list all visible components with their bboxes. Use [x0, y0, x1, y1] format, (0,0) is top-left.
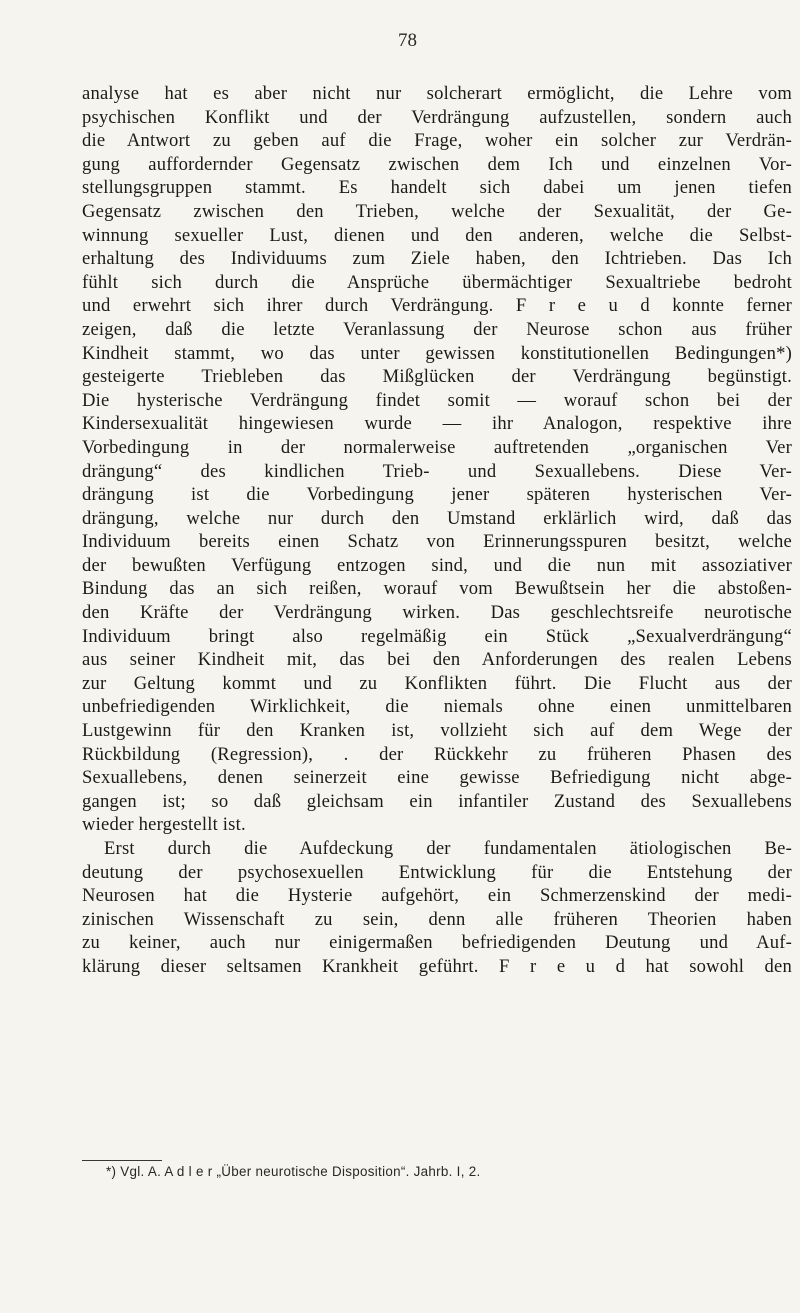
text-line: gesteigerte Triebleben das Mißglücken der Verdrängung begünstigt.: [82, 366, 792, 388]
footnote: *) Vgl. A. A d l e r „Über neurotische Disposition“. Jahrb. I, 2.: [106, 1164, 481, 1179]
text-line: psychischen Konflikt und der Verdrängung aufzustellen, sondern auch: [82, 106, 792, 128]
text-line: fühlt sich durch die Ansprüche übermächtiger Sexualtriebe bedroht: [82, 271, 792, 293]
text-line: deutung der psychosexuellen Entwicklung für die Entstehung der: [82, 861, 792, 883]
text-line: Vorbedingung in der normalerweise auftretenden „organischen Ver: [82, 436, 792, 458]
text-line: Kindheit stammt, wo das unter gewissen konstitutionellen Bedingungen*): [82, 342, 792, 364]
text-line: Die hysterische Verdrängung findet somit — worauf schon bei der: [82, 389, 792, 411]
text-line: aus seiner Kindheit mit, das bei den Anforderungen des realen Lebens: [82, 649, 792, 671]
text-line: die Antwort zu geben auf die Frage, woher ein solcher zur Verdrän-: [82, 130, 792, 152]
text-line: zinischen Wissenschaft zu sein, denn alle früheren Theorien haben: [82, 908, 792, 930]
text-line: Neurosen hat die Hysterie aufgehört, ein Schmerzenskind der medi-: [82, 885, 792, 907]
text-line: winnung sexueller Lust, dienen und den anderen, welche die Selbst-: [82, 224, 792, 246]
page-number: 78: [398, 30, 417, 51]
text-line: Individuum bringt also regelmäßig ein Stück „Sexualverdrängung“: [82, 625, 792, 647]
footnote-divider: [82, 1160, 162, 1161]
text-line: den Kräfte der Verdrängung wirken. Das geschlechtsreife neurotische: [82, 602, 792, 624]
text-line: klärung dieser seltsamen Krankheit geführt. F r e u d hat sowohl den: [82, 955, 792, 977]
text-line: und erwehrt sich ihrer durch Verdrängung. F r e u d konnte ferner: [82, 295, 792, 317]
text-line: gung auffordernder Gegensatz zwischen dem Ich und einzelnen Vor-: [82, 153, 792, 175]
text-line: Lustgewinn für den Kranken ist, vollzieht sich auf dem Wege der: [82, 720, 792, 742]
text-line: Sexuallebens, denen seinerzeit eine gewisse Befriedigung nicht abge-: [82, 767, 792, 789]
text-line: Erst durch die Aufdeckung der fundamentalen ätiologischen Be-: [104, 838, 792, 859]
text-line: Gegensatz zwischen den Trieben, welche der Sexualität, der Ge-: [82, 200, 792, 222]
text-line: erhaltung des Individuums zum Ziele haben, den Ichtrieben. Das Ich: [82, 248, 792, 270]
text-line: gangen ist; so daß gleichsam ein infantiler Zustand des Sexuallebens: [82, 790, 792, 812]
text-line: Individuum bereits einen Schatz von Erinnerungsspuren besitzt, welche: [82, 531, 792, 553]
text-line: drängung“ des kindlichen Trieb- und Sexuallebens. Diese Ver-: [82, 460, 792, 482]
text-line: zu keiner, auch nur einigermaßen befriedigenden Deutung und Auf-: [82, 932, 792, 954]
text-line: Rückbildung (Regression), . der Rückkehr zu früheren Phasen des: [82, 743, 792, 765]
text-line: zur Geltung kommt und zu Konflikten führt. Die Flucht aus der: [82, 672, 792, 694]
text-line: Bindung das an sich reißen, worauf vom Bewußtsein her die abstoßen-: [82, 578, 792, 600]
body-text: [82, 82, 792, 979]
text-line: der bewußten Verfügung entzogen sind, und die nun mit assoziativer: [82, 554, 792, 576]
text-line: analyse hat es aber nicht nur solcherart ermöglicht, die Lehre vom: [82, 83, 792, 104]
text-line: stellungsgruppen stammt. Es handelt sich dabei um jenen tiefen: [82, 177, 792, 199]
text-line: drängung, welche nur durch den Umstand erklärlich wird, daß das: [82, 507, 792, 529]
text-line: drängung ist die Vorbedingung jener späteren hysterischen Ver-: [82, 484, 792, 506]
text-line: unbefriedigenden Wirklichkeit, die niemals ohne einen unmittelbaren: [82, 696, 792, 718]
text-line: zeigen, daß die letzte Veranlassung der Neurose schon aus früher: [82, 318, 792, 340]
text-line: Kindersexualität hingewiesen wurde — ihr Analogon, respektive ihre: [82, 413, 792, 435]
text-line: wieder hergestellt ist.: [82, 814, 246, 836]
